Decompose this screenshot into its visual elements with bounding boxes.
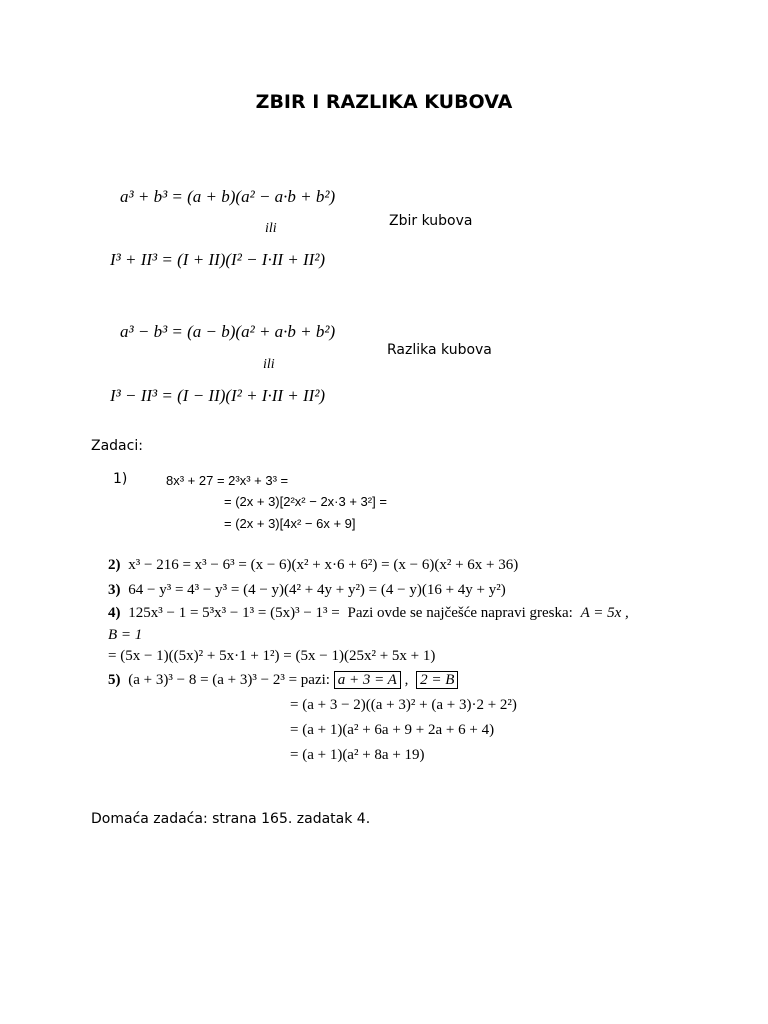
- task1-number: 1): [113, 471, 128, 487]
- task3-number: 3): [108, 582, 121, 598]
- task5-line2: = (a + 3 − 2)((a + 3)² + (a + 3)·2 + 2²): [290, 697, 517, 713]
- task2-text: x³ − 216 = x³ − 6³ = (x − 6)(x² + x·6 + 6²) = (x − 6)(x² + 6x + 36): [128, 557, 519, 573]
- task4-note: Pazi ovde se najčešće napravi greska:: [347, 605, 573, 621]
- task5-separator: ,: [404, 672, 409, 688]
- task5-line4: = (a + 1)(a² + 8a + 19): [290, 747, 425, 763]
- task4-number: 4): [108, 605, 121, 621]
- task5-number: 5): [108, 672, 121, 688]
- tasks-heading: Zadaci:: [91, 438, 143, 454]
- page-title: ZBIR I RAZLIKA KUBOVA: [255, 91, 513, 113]
- task3-row: [108, 582, 506, 599]
- task3-text: 64 − y³ = 4³ − y³ = (4 − y)(4² + 4y + y²) = (4 − y)(16 + 4y + y²): [128, 582, 506, 598]
- task4-note-b: B = 1: [108, 627, 143, 643]
- diff-ili: ili: [263, 357, 275, 372]
- sum-formula-roman: I³ + II³ = (I + II)(I² − I·II + II²): [110, 250, 326, 269]
- task1-line1: 8x³ + 27 = 2³x³ + 3³ =: [166, 473, 289, 488]
- task4-text: 125x³ − 1 = 5³x³ − 1³ = (5x)³ − 1³ =: [128, 605, 340, 621]
- task1-line2: = (2x + 3)[2²x² − 2x·3 + 3²] =: [224, 494, 387, 509]
- task5-box-a: a + 3 = A: [334, 671, 401, 689]
- task5-line3: = (a + 1)(a² + 6a + 9 + 2a + 6 + 4): [290, 722, 495, 738]
- task2-row: [108, 557, 518, 574]
- task2-number: 2): [108, 557, 121, 573]
- task5-box-b: 2 = B: [416, 671, 458, 689]
- sum-ili: ili: [265, 221, 277, 236]
- task5-row: [108, 672, 458, 689]
- diff-formula-roman: I³ − II³ = (I − II)(I² + I·II + II²): [110, 386, 326, 405]
- diff-formula-ab: a³ − b³ = (a − b)(a² + a·b + b²): [120, 322, 336, 341]
- task5-text: (a + 3)³ − 8 = (a + 3)³ − 2³ = pazi:: [128, 672, 330, 688]
- task4-note-a: A = 5x ,: [580, 605, 629, 621]
- sum-label: Zbir kubova: [389, 213, 473, 229]
- task4-row: [108, 605, 629, 622]
- task1-line3: = (2x + 3)[4x² − 6x + 9]: [224, 516, 356, 531]
- sum-formula-ab: a³ + b³ = (a + b)(a² − a·b + b²): [120, 187, 336, 206]
- homework-note: Domaća zadaća: strana 165. zadatak 4.: [91, 811, 371, 827]
- task4-result: = (5x − 1)((5x)² + 5x·1 + 1²) = (5x − 1)(25x² + 5x + 1): [108, 648, 436, 664]
- diff-label: Razlika kubova: [387, 342, 492, 358]
